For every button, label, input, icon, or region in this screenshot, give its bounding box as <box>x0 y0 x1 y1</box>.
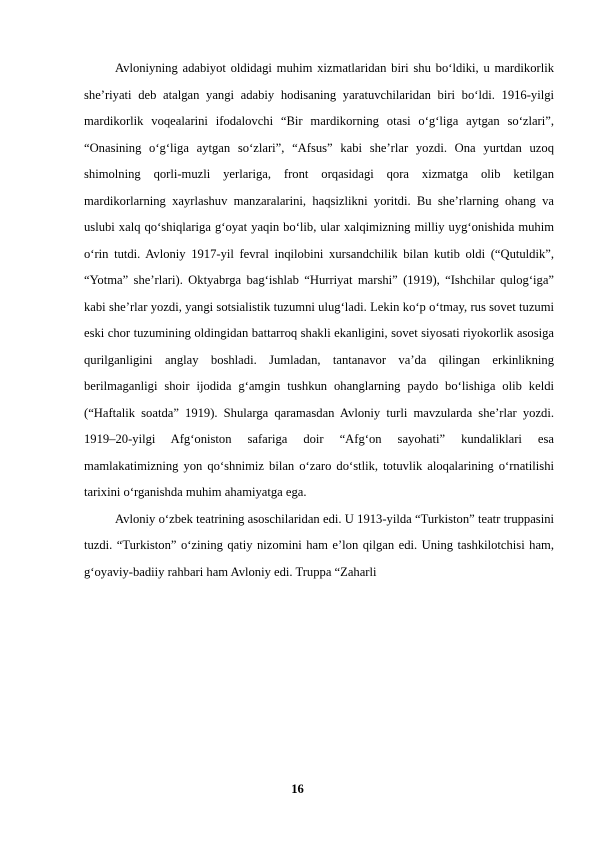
paragraph-avloniy-poetry: Avloniyning adabiyot oldidagi muhim xizmatlaridan biri shu boʻldiki, u mardikorlik sheʼriyati deb atalgan yangi adabiy hodisaning yaratuvchilaridan biri boʻldi. 1916-yilgi mardikorlik voqealarini ifodalovchi “Bir mardikorning otasi oʻgʻliga aytgan soʻzlari”, “Onasining oʻgʻliga aytgan soʻzlari”, “Afsus” kabi sheʼrlar yozdi. Ona yurtdan uzoq shimolning qorli-muzli yerlariga, front orqasidagi qora xizmatga olib ketilgan mardikorlarning xayrlashuv manzaralarini, haqsizlikni yoritdi. Bu sheʼrlarning ohang va uslubi xalq qoʻshiqlariga gʻoyat yaqin boʻlib, ular xalqimizning milliy uygʻonishida muhim oʻrin tutdi. Avloniy 1917-yil fevral inqilobini xursandchilik bilan kutib oldi (“Qutuldik”, “Yotma” sheʼrlari). Oktyabrga bagʻishlab “Hurriyat marshi” (1919), “Ishchilar qulogʻiga” kabi sheʼrlar yozdi, yangi sotsialistik tuzumni ulugʻladi. Lekin koʻp oʻtmay, rus sovet tuzumi eski chor tuzumining oldingidan battarroq shakli ekanligini, sovet siyosati riyokorlik asosiga qurilganligini anglay boshladi. Jumladan, tantanavor vaʼda qilingan erkinlikning berilmaganligi shoir ijodida gʻamgin tushkun ohanglarning paydo boʻlishiga olib keldi (“Haftalik soatda” 1919). Shularga qaramasdan Avloniy turli mavzularda sheʼrlar yozdi. 1919–20-yilgi Afgʻoniston safariga doir “Afgʻon sayohati” kundaliklari esa mamlakatimizning yon qoʻshnimiz bilan oʻzaro doʻstlik, totuvlik aloqalarining oʻrnatilishi tarixini oʻrganishda muhim ahamiyatga ega. <box>84 61 554 499</box>
document-page <box>84 55 554 585</box>
page-number: 16 <box>291 782 304 796</box>
paragraph-avloniy-theatre: Avloniy oʻzbek teatrining asoschilaridan edi. U 1913-yilda “Turkiston” teatr truppasini tuzdi. “Turkiston” oʻzining qatiy nizomini ham eʼlon qilgan edi. Uning tashkilotchisi ham, gʻoyaviy-badiiy rahbari ham Avloniy edi. Truppa “Zaharli <box>84 511 554 579</box>
